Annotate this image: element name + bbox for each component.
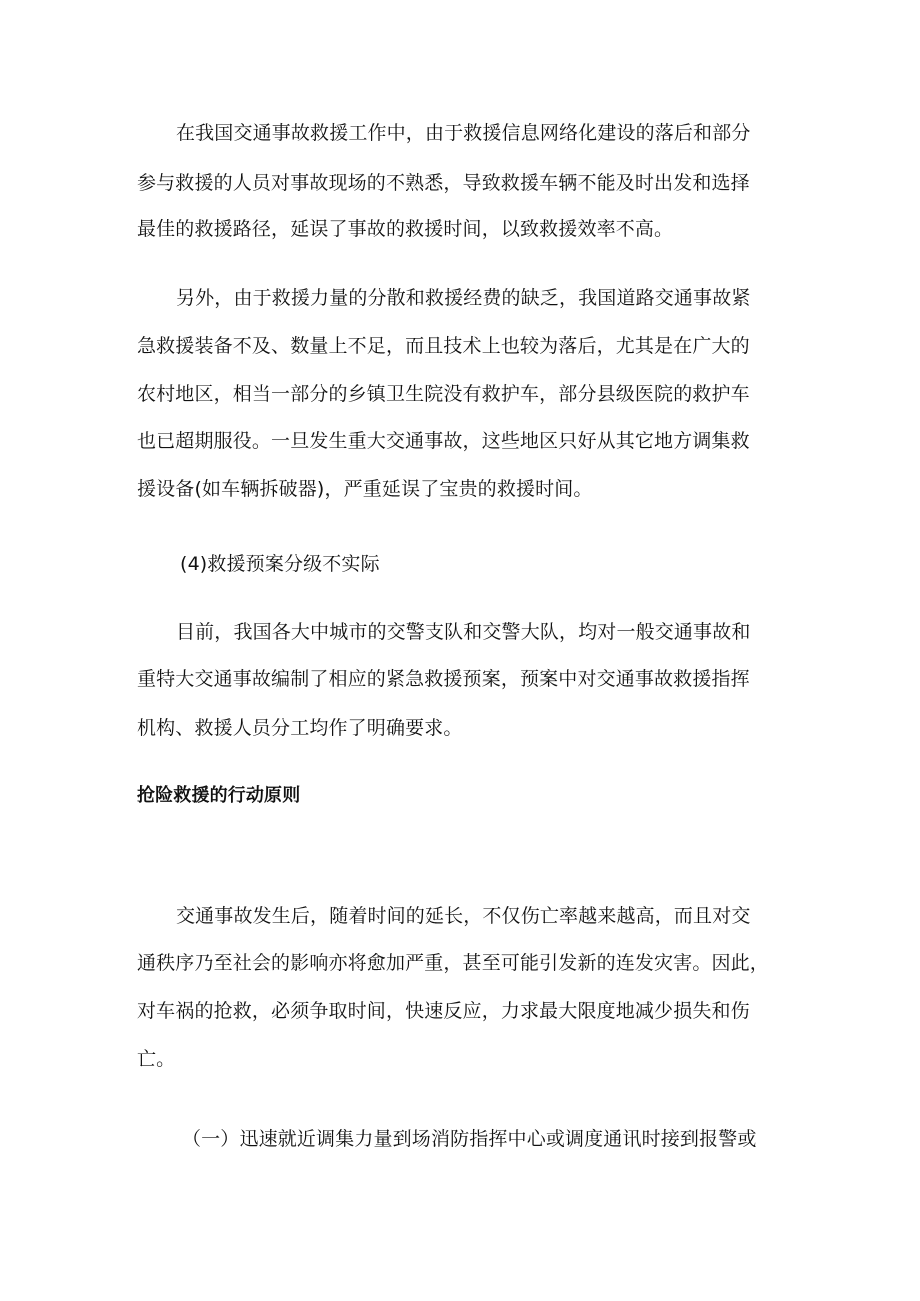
paragraph-line: 目前，我国各大中城市的交警支队和交警大队，均对一般交通事故和	[176, 621, 751, 643]
paragraph-line: （一）迅速就近调集力量到场消防指挥中心或调度通讯时接到报警或	[182, 1128, 757, 1150]
paragraph-line: 在我国交通事故救援工作中，由于救援信息网络化建设的落后和部分	[176, 122, 751, 144]
paragraph-line: 参与救援的人员对事故现场的不熟悉，导致救援车辆不能及时出发和选择	[137, 172, 750, 194]
paragraph-line: 交通事故发生后，随着时间的延长，不仅伤亡率越来越高，而且对交	[176, 905, 751, 927]
paragraph-line: 通秩序乃至社会的影响亦将愈加严重，甚至可能引发新的连发灾害。因此，	[137, 952, 769, 974]
paragraph-line: 抢险救援的行动原则	[137, 785, 301, 806]
paragraph-line: 另外，由于救援力量的分散和救援经费的缺乏，我国道路交通事故紧	[176, 287, 751, 309]
paragraph-line: 急救援装备不及、数量上不足，而且技术上也较为落后，尤其是在广大的	[137, 335, 750, 357]
paragraph-line: 对车祸的抢救，必须争取时间，快速反应，力求最大限度地减少损失和伤	[137, 1000, 750, 1022]
paragraph-line: 援设备(如车辆拆破器)，严重延误了宝贵的救援时间。	[137, 478, 593, 500]
paragraph-line: 机构、救援人员分工均作了明确要求。	[137, 717, 463, 739]
paragraph-line: (4)救援预案分级不实际	[180, 553, 380, 575]
paragraph-line: 最佳的救援路径，延误了事故的救援时间，以致救援效率不高。	[137, 218, 674, 240]
paragraph-line: 也已超期服役。一旦发生重大交通事故，这些地区只好从其它地方调集救	[137, 430, 750, 452]
paragraph-line: 农村地区，相当一部分的乡镇卫生院没有救护车，部分县级医院的救护车	[137, 383, 750, 405]
paragraph-line: 重特大交通事故编制了相应的紧急救援预案，预案中对交通事故救援指挥	[137, 668, 750, 690]
paragraph-line: 亡。	[137, 1048, 176, 1070]
